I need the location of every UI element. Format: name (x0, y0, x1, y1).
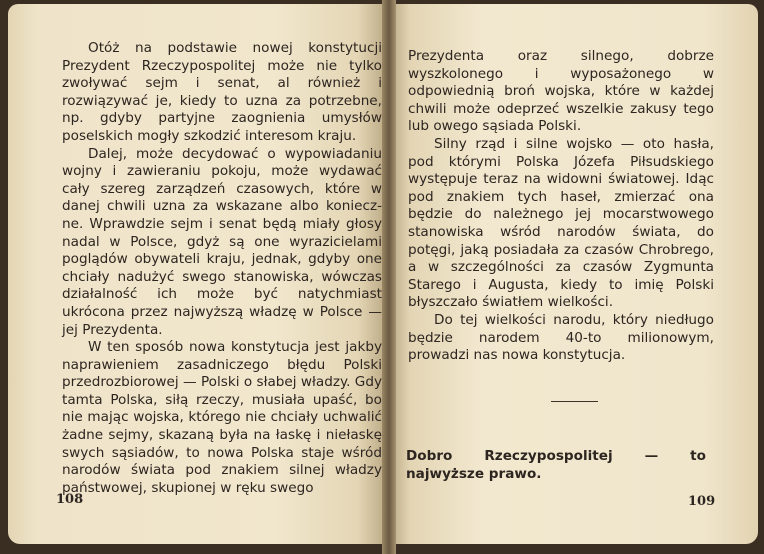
left-page-body (62, 40, 382, 497)
paragraph: Prezydenta oraz silnego, dobrze wyszkolonego i wyposażonego w odpowiednią broń wojska, które w każdej chwili może odeprzeć wszelkie zakusy tego lub owego sąsiada Polski. (408, 48, 714, 135)
left-page (8, 4, 388, 544)
paragraph: Dalej, może decydować o wypowiadaniu wojny i zawieraniu pokoju, może wydawać cały szereg zarządzeń czasowych, które w danej chwili uzna za wskazane albo koniecz-ne. Wprawdzie sejm i senat będą miały głosy nadal w Polsce, gdyż są one wyrazicielami poglądów obywateli kraju, jednak, gdyby one chciały nadużyć swego stanowiska, wówczas działalność ich może być natychmiast ukrócona przez najwyższą władzę w Polsce — jej Prezydenta. (62, 145, 382, 338)
book-gutter (382, 0, 396, 554)
page-number: 109 (688, 494, 716, 509)
right-page (388, 4, 758, 544)
motto: Dobro Rzeczypospolitej — to najwyższe prawo. (406, 448, 706, 482)
page-number: 108 (56, 492, 84, 507)
paragraph: W ten sposób nowa konstytucja jest jakby naprawieniem zasadniczego błędu Polski przedrozbiorowej — Polski o słabej władzy. Gdy tamta Polska, siłą rzeczy, musiała upaść, bo nie mając wojska, którego nie chciały uchwalić żadne sejmy, skazaną była na łaskę i niełaskę swych sąsiadów, to nowa Polska staje wśród narodów świata pod znakiem silnej władzy państwowej, skupionej w ręku swego (62, 339, 382, 496)
right-page-body (408, 48, 714, 365)
paragraph: Do tej wielkości narodu, który niedługo będzie narodem 40-to milionowym, prowadzi nas nowa konstytucja. (408, 311, 714, 364)
paragraph: Silny rząd i silne wojsko — oto hasła, pod którymi Polska Józefa Piłsudskiego występuje teraz na widowni światowej. Idąc pod znakiem tych haseł, zmierzać ona będzie do należnego jej mocarstwowego stanowiska wśród narodów świata, do potęgi, jaką posiadała za czasów Chrobrego, a w szczególności za czasów Zygmunta Starego i Augusta, kiedy to imię Polski błyszczało światłem wielkości. (408, 135, 714, 311)
section-divider (551, 401, 598, 402)
paragraph: Otóż na podstawie nowej konstytucji Prezydent Rzeczypospolitej może nie tylko zwoływać sejm i senat, al również i rozwiązywać je, kiedy to uzna za potrzebne, np. gdyby partyjne zaognienia umysłów poselskich mogły szkodzić interesom kraju. (62, 40, 382, 144)
